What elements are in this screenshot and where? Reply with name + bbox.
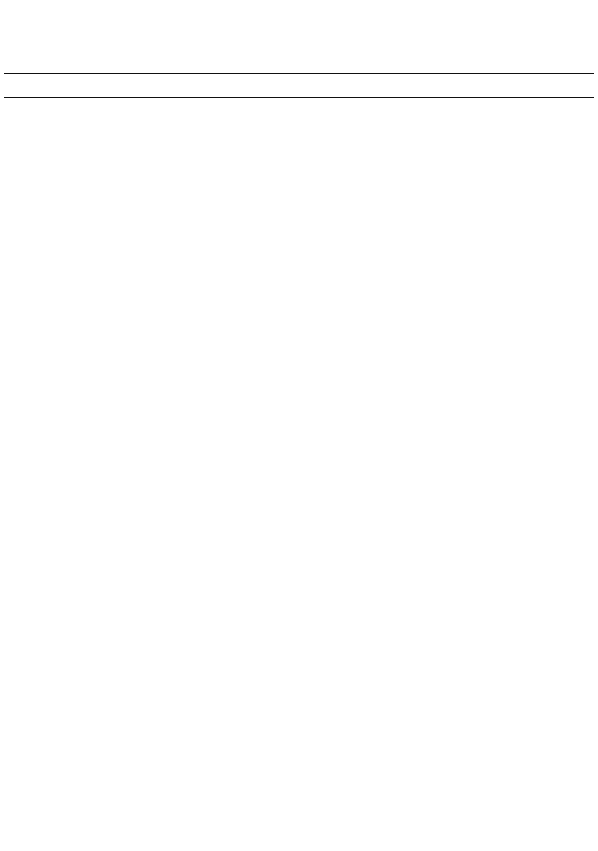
header-rule xyxy=(4,97,594,98)
column-header-row xyxy=(4,79,594,96)
top-rule xyxy=(4,73,594,74)
